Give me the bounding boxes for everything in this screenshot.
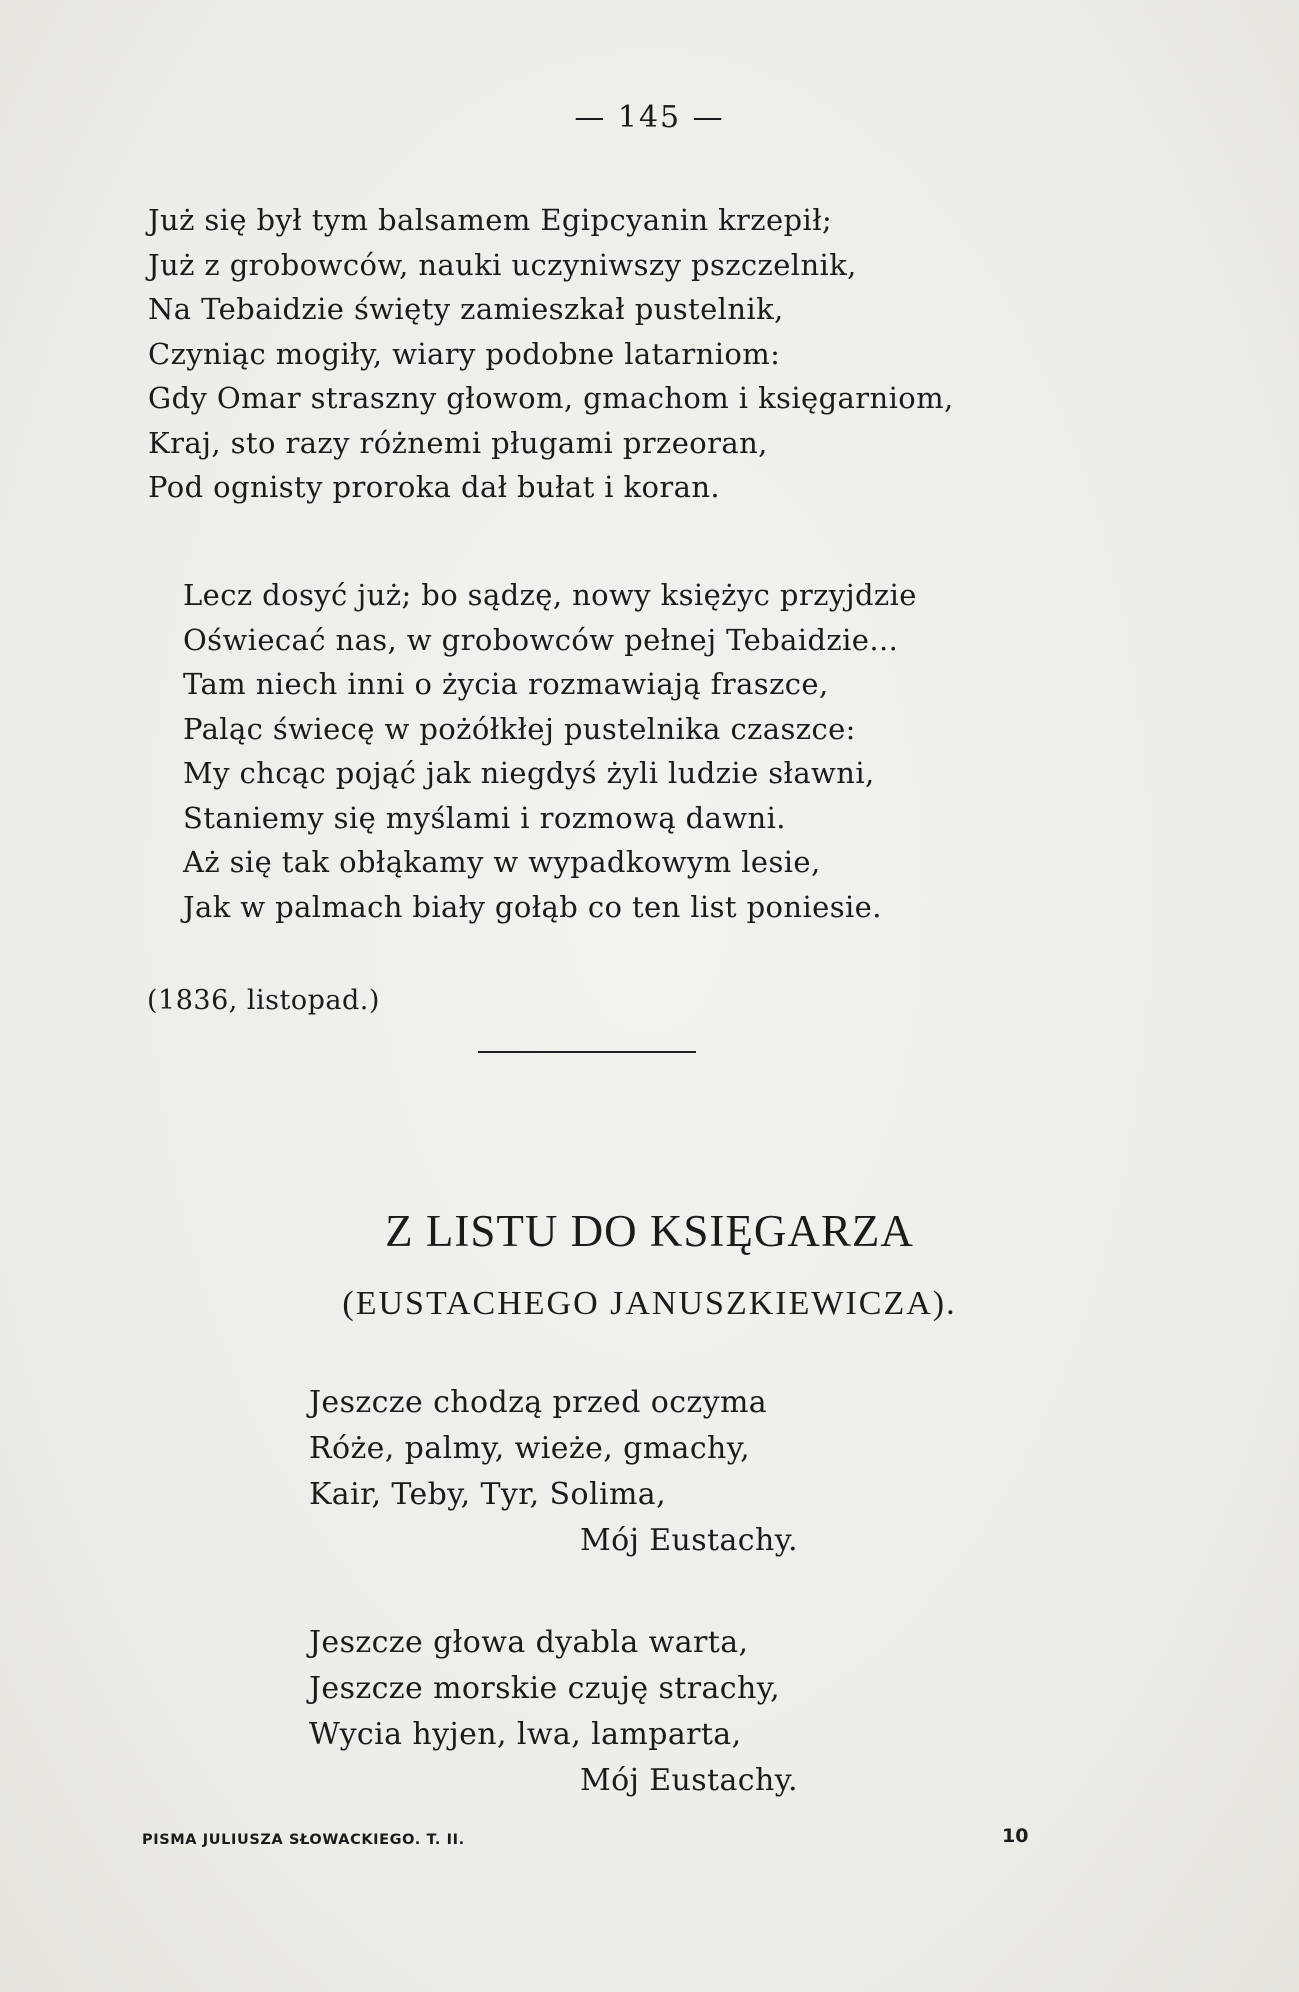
verse-line: Jeszcze głowa dyabla warta, xyxy=(309,1625,749,1660)
section-divider xyxy=(478,1051,696,1053)
verse-line: Oświecać nas, w grobowców pełnej Tebaidzie... xyxy=(183,622,899,657)
verse-line: Już z grobowców, nauki uczyniwszy pszczelnik, xyxy=(148,247,857,282)
verse-line: My chcąc pojąć jak niegdyś żyli ludzie sławni, xyxy=(183,756,875,790)
sheet-number: 10 xyxy=(1002,1825,1029,1847)
poem-stanza xyxy=(148,198,954,510)
verse-line: Aż się tak obłąkamy w wypadkowym lesie, xyxy=(183,845,821,879)
verse-line: Tam niech inni o życia rozmawiają fraszce, xyxy=(183,667,829,701)
poem-stanza xyxy=(309,1620,798,1804)
verse-line: Wycia hyjen, lwa, lamparta, xyxy=(309,1717,742,1752)
poem-title: Z LISTU DO KSIĘGARZA xyxy=(385,1206,914,1256)
verse-line: Jeszcze chodzą przed oczyma xyxy=(309,1385,768,1420)
verse-line: Czyniąc mogiły, wiary podobne latarniom: xyxy=(148,336,781,371)
verse-line: Paląc świecę w pożółkłej pustelnika czaszce: xyxy=(183,711,856,746)
verse-line: Jeszcze morskie czuję strachy, xyxy=(309,1671,781,1706)
verse-line: Jak w palmach biały gołąb co ten list poniesie. xyxy=(183,889,882,924)
poem-stanza xyxy=(309,1380,798,1564)
verse-line: Już się był tym balsamem Egipcyanin krzepił; xyxy=(148,203,833,237)
verse-line: Lecz dosyć już; bo sądzę, nowy księżyc przyjdzie xyxy=(183,578,917,612)
refrain-line: Mój Eustachy. xyxy=(580,1523,798,1558)
poem-date: (1836, listopad.) xyxy=(147,985,380,1016)
verse-line: Róże, palmy, wieże, gmachy, xyxy=(309,1431,751,1466)
page-number: — 145 — xyxy=(574,100,725,135)
signature-mark: PISMA JULIUSZA SŁOWACKIEGO. T. II. xyxy=(142,1832,465,1848)
verse-line: Na Tebaidzie święty zamieszkał pustelnik, xyxy=(148,292,784,326)
verse-line: Staniemy się myślami i rozmową dawni. xyxy=(183,800,786,835)
poem-stanza xyxy=(183,573,917,929)
verse-line: Kraj, sto razy różnemi pługami przeoran, xyxy=(148,425,768,460)
verse-line: Gdy Omar straszny głowom, gmachom i księgarniom, xyxy=(148,381,954,415)
poem-subtitle: (EUSTACHEGO JANUSZKIEWICZA). xyxy=(342,1285,957,1322)
verse-line: Pod ognisty proroka dał bułat i koran. xyxy=(148,470,721,504)
verse-line: Kair, Teby, Tyr, Solima, xyxy=(309,1477,667,1512)
refrain-line: Mój Eustachy. xyxy=(580,1763,798,1798)
